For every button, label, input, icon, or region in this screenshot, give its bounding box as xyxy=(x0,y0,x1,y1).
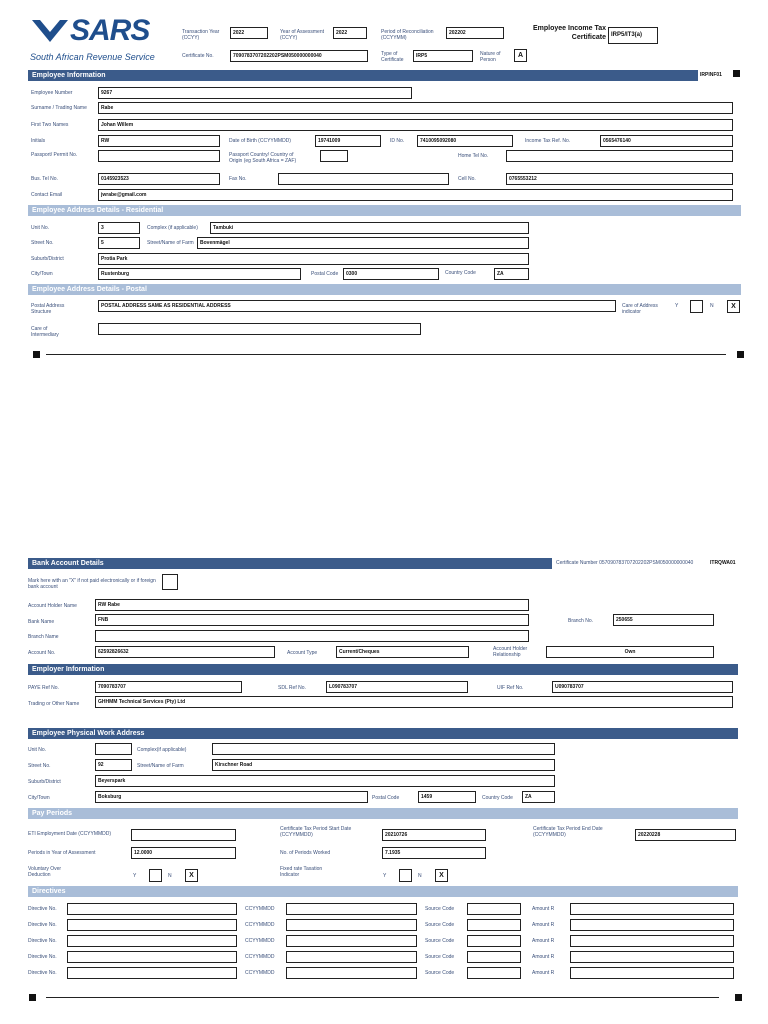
dob-label: Date of Birth (CCYYMMDD) xyxy=(229,138,291,144)
uif-field[interactable]: U090783707 xyxy=(552,681,733,693)
work-street-no-label: Street No. xyxy=(28,763,51,769)
fax-field[interactable] xyxy=(278,173,449,185)
work-city-field[interactable]: Boksburg xyxy=(95,791,368,803)
directive-no-label: Directive No. xyxy=(28,906,57,912)
period-of-reconciliation-field[interactable]: 202202 xyxy=(446,27,504,39)
source-code-label: Source Code xyxy=(425,906,455,912)
postal-structure-field[interactable]: POSTAL ADDRESS SAME AS RESIDENTIAL ADDRESS xyxy=(98,300,616,312)
res-unit-label: Unit No. xyxy=(31,225,50,231)
pay-periods-header: Pay Periods xyxy=(28,808,738,819)
work-suburb-field[interactable]: Beyerspark xyxy=(95,775,555,787)
amount-field[interactable] xyxy=(570,967,734,979)
branch-name-label: Branch Name xyxy=(28,634,59,640)
res-city-field[interactable]: Rustenburg xyxy=(98,268,301,280)
page-divider-bottom xyxy=(46,997,719,998)
work-country-code-label: Country Code xyxy=(482,795,513,801)
amount-field[interactable] xyxy=(570,903,734,915)
year-of-assessment-label: Year of Assessment (CCYY) xyxy=(280,29,325,41)
page-marker-left-bottom xyxy=(29,994,36,1001)
periods-year-field[interactable]: 12.0000 xyxy=(131,847,236,859)
work-complex-field[interactable] xyxy=(212,743,555,755)
period-end-field[interactable]: 20220228 xyxy=(635,829,736,841)
income-tax-ref-label: Income Tax Ref. No. xyxy=(525,138,571,144)
amount-field[interactable] xyxy=(570,935,734,947)
fixed-rate-label: Fixed rate Taxation Indicator xyxy=(280,866,323,878)
uif-label: UIF Ref No. xyxy=(497,685,524,691)
period-of-reconciliation-label: Period of Reconciliation (CCYYMM) xyxy=(381,29,434,41)
work-postal-code-label: Postal Code xyxy=(372,795,400,801)
dob-field[interactable]: 19741009 xyxy=(315,135,381,147)
directive-row xyxy=(0,935,768,948)
bank-details-header: Bank Account Details xyxy=(28,558,552,569)
page-divider xyxy=(46,354,726,355)
residential-address-header: Employee Address Details - Residential xyxy=(28,205,741,216)
trading-name-label: Trading or Other Name xyxy=(28,701,80,707)
fixed-rate-y-label: Y xyxy=(383,873,387,879)
directive-date-label: CCYYMMDD xyxy=(245,922,275,928)
account-no-label: Account No. xyxy=(28,650,56,656)
initials-label: Initials xyxy=(31,138,46,144)
email-label: Contact Email xyxy=(31,192,63,198)
work-postal-code-field[interactable]: 1459 xyxy=(418,791,476,803)
certificate-no-label: Certificate No. xyxy=(182,53,214,59)
directive-no-label: Directive No. xyxy=(28,938,57,944)
passport-label: Passport/ Permit No. xyxy=(31,152,78,158)
foreign-account-label: Mark here with an "X" if not paid electronically or if foreign bank account xyxy=(28,578,156,590)
voluntary-y-label: Y xyxy=(133,873,137,879)
sdl-label: SDL Ref No. xyxy=(278,685,306,691)
res-street-name-label: Street/Name of Farm xyxy=(147,240,194,246)
amount-field[interactable] xyxy=(570,919,734,931)
surname-field[interactable]: Rabe xyxy=(98,102,733,114)
transaction-year-field[interactable]: 2022 xyxy=(230,27,268,39)
employee-number-field[interactable]: 9267 xyxy=(98,87,412,99)
paye-field[interactable]: 7090783707 xyxy=(95,681,242,693)
id-no-field[interactable]: 7410095092080 xyxy=(417,135,513,147)
res-city-label: City/Town xyxy=(31,271,53,277)
cert-type-code: IRP5/IT3(a) xyxy=(608,27,658,44)
postal-address-header: Employee Address Details - Postal xyxy=(28,284,741,295)
voluntary-n-label: N xyxy=(168,873,172,879)
certificate-no-field[interactable]: 7090783707202202PSM050000000040 xyxy=(230,50,368,62)
directive-date-label: CCYYMMDD xyxy=(245,938,275,944)
bank-name-label: Bank Name xyxy=(28,619,55,625)
email-field[interactable]: jwrabe@gmail.com xyxy=(98,189,733,201)
income-tax-ref-field[interactable]: 0565476140 xyxy=(600,135,733,147)
care-of-intermediary-label: Care of Intermediary xyxy=(31,326,59,338)
cell-label: Cell No. xyxy=(458,176,476,182)
res-street-no-field[interactable]: 5 xyxy=(98,237,140,249)
directive-no-field[interactable] xyxy=(67,951,237,963)
corner-marker xyxy=(733,70,740,77)
source-code-label: Source Code xyxy=(425,970,455,976)
page-marker-right xyxy=(737,351,744,358)
cell-field[interactable]: 0765553212 xyxy=(506,173,733,185)
res-country-code-field[interactable]: ZA xyxy=(494,268,529,280)
directive-no-field[interactable] xyxy=(67,919,237,931)
logo-subtitle: South African Revenue Service xyxy=(30,52,155,62)
directive-no-label: Directive No. xyxy=(28,954,57,960)
work-country-code-field[interactable]: ZA xyxy=(522,791,555,803)
year-of-assessment-field[interactable]: 2022 xyxy=(333,27,367,39)
source-code-field[interactable] xyxy=(467,935,521,947)
transaction-year-label: Transaction Year (CCYY) xyxy=(182,29,220,41)
periods-worked-label: No. of Periods Worked xyxy=(280,850,331,856)
sars-logo-icon xyxy=(30,16,70,46)
work-street-name-field[interactable]: Kirschner Road xyxy=(212,759,555,771)
period-start-label: Certificate Tax Period Start Date (CCYYMMDD) xyxy=(280,826,352,838)
bank-name-field[interactable]: FNB xyxy=(95,614,529,626)
relationship-label: Account Holder Relationship xyxy=(493,646,528,658)
directive-no-label: Directive No. xyxy=(28,922,57,928)
passport-country-label: Passport Country/ Country of Origin (eg South Africa = ZAF) xyxy=(229,152,297,164)
directive-no-label: Directive No. xyxy=(28,970,57,976)
branch-name-field[interactable] xyxy=(95,630,529,642)
work-unit-label: Unit No. xyxy=(28,747,47,753)
period-start-field[interactable]: 20210726 xyxy=(382,829,486,841)
page-marker-left xyxy=(33,351,40,358)
work-street-name-label: Street/Name of Farm xyxy=(137,763,184,769)
employer-info-header: Employer Information xyxy=(28,664,738,675)
work-city-label: City/Town xyxy=(28,795,50,801)
eti-date-field[interactable] xyxy=(131,829,236,841)
periods-year-label: Periods in Year of Assessment xyxy=(28,850,96,856)
first-names-label: First Two Names xyxy=(31,122,69,128)
source-code-field[interactable] xyxy=(467,919,521,931)
account-type-label: Account Type xyxy=(287,650,318,656)
paye-label: PAYE Ref No. xyxy=(28,685,59,691)
work-street-no-field[interactable]: 92 xyxy=(95,759,132,771)
surname-label: Surname / Trading Name xyxy=(31,105,87,111)
source-code-label: Source Code xyxy=(425,938,455,944)
directive-date-field[interactable] xyxy=(286,935,417,947)
type-of-certificate-field[interactable]: IRP5 xyxy=(413,50,473,62)
res-postal-code-field[interactable]: 0300 xyxy=(343,268,439,280)
page-marker-right-bottom xyxy=(735,994,742,1001)
directive-row xyxy=(0,967,768,980)
amount-label: Amount R xyxy=(532,970,555,976)
branch-no-label: Branch No. xyxy=(568,618,594,624)
work-suburb-label: Suburb/District xyxy=(28,779,61,785)
home-tel-label: Home Tel No. xyxy=(458,153,489,159)
care-of-intermediary-field[interactable] xyxy=(98,323,421,335)
period-end-label: Certificate Tax Period End Date (CCYYMMDD) xyxy=(533,826,603,838)
logo-text: SARS xyxy=(70,14,150,47)
id-no-label: ID No. xyxy=(390,138,405,144)
voluntary-deduction-label: Voluntary Over Deduction xyxy=(28,866,62,878)
source-code-field[interactable] xyxy=(467,903,521,915)
amount-label: Amount R xyxy=(532,954,555,960)
source-code-field[interactable] xyxy=(467,967,521,979)
work-address-header: Employee Physical Work Address xyxy=(28,728,738,739)
directives-header: Directives xyxy=(28,886,738,897)
nature-of-person-field[interactable]: A xyxy=(514,49,527,62)
directive-date-field[interactable] xyxy=(286,919,417,931)
voluntary-n-checkbox[interactable]: X xyxy=(185,869,198,882)
account-holder-field[interactable]: RW Rabe xyxy=(95,599,529,611)
work-complex-label: Complex(if applicable) xyxy=(137,747,187,753)
bank-code: ITRQWA01 xyxy=(710,560,736,566)
initials-field[interactable]: RW xyxy=(98,135,220,147)
care-of-n-checkbox[interactable]: X xyxy=(727,300,740,313)
amount-label: Amount R xyxy=(532,906,555,912)
bus-tel-label: Bus. Tel No. xyxy=(31,176,58,182)
directive-date-field[interactable] xyxy=(286,903,417,915)
care-of-indicator-label: Care of Address indicator xyxy=(622,303,658,315)
branch-no-field[interactable]: 250655 xyxy=(613,614,714,626)
employee-info-header: Employee Information xyxy=(28,70,698,81)
res-suburb-label: Suburb/District xyxy=(31,256,64,262)
sars-logo xyxy=(30,14,170,64)
care-of-y-checkbox[interactable] xyxy=(690,300,703,313)
employee-info-code: IRPINF01 xyxy=(700,72,722,78)
bank-cert-number: Certificate Number 05709078370720220​2PSM050000000040 xyxy=(556,560,694,566)
source-code-field[interactable] xyxy=(467,951,521,963)
care-of-y-label: Y xyxy=(675,303,679,309)
res-street-no-label: Street No. xyxy=(31,240,54,246)
relationship-field[interactable]: Own xyxy=(546,646,714,658)
eti-date-label: ETI Employment Date (CCYYMMDD) xyxy=(28,831,112,837)
directive-row xyxy=(0,919,768,932)
bus-tel-field[interactable]: 0145923523 xyxy=(98,173,220,185)
res-complex-field[interactable]: Tambuki xyxy=(210,222,529,234)
fixed-rate-n-checkbox[interactable]: X xyxy=(435,869,448,882)
res-suburb-field[interactable]: Protia Park xyxy=(98,253,529,265)
voluntary-y-checkbox[interactable] xyxy=(149,869,162,882)
source-code-label: Source Code xyxy=(425,954,455,960)
fixed-rate-y-checkbox[interactable] xyxy=(399,869,412,882)
directive-no-field[interactable] xyxy=(67,967,237,979)
employee-number-label: Employee Number xyxy=(31,90,73,96)
first-names-field[interactable]: Johan Willem xyxy=(98,119,733,131)
source-code-label: Source Code xyxy=(425,922,455,928)
postal-structure-label: Postal Address Structure xyxy=(31,303,65,315)
care-of-n-label: N xyxy=(710,303,714,309)
amount-label: Amount R xyxy=(532,938,555,944)
type-of-certificate-label: Type of Certificate xyxy=(381,51,404,63)
amount-label: Amount R xyxy=(532,922,555,928)
directive-row xyxy=(0,951,768,964)
account-holder-label: Account Holder Name xyxy=(28,603,77,609)
res-postal-code-label: Postal Code xyxy=(311,271,339,277)
nature-of-person-label: Nature of Person xyxy=(480,51,501,63)
account-no-field[interactable]: 62592826632 xyxy=(95,646,275,658)
res-complex-label: Complex (if applicable) xyxy=(147,225,198,231)
work-unit-field[interactable] xyxy=(95,743,132,755)
home-tel-field[interactable] xyxy=(506,150,733,162)
directive-no-field[interactable] xyxy=(67,903,237,915)
passport-field[interactable] xyxy=(98,150,220,162)
foreign-account-checkbox[interactable] xyxy=(162,574,178,590)
sdl-field[interactable]: L090783707 xyxy=(326,681,468,693)
fixed-rate-n-label: N xyxy=(418,873,422,879)
directive-date-field[interactable] xyxy=(286,967,417,979)
directive-date-label: CCYYMMDD xyxy=(245,970,275,976)
periods-worked-field[interactable]: 7.1935 xyxy=(382,847,486,859)
directive-no-field[interactable] xyxy=(67,935,237,947)
directive-date-field[interactable] xyxy=(286,951,417,963)
res-country-code-label: Country Code xyxy=(445,270,476,276)
trading-name-field[interactable]: GHHMM Technical Services (Pty) Ltd xyxy=(95,696,733,708)
passport-country-field[interactable] xyxy=(320,150,348,162)
amount-field[interactable] xyxy=(570,951,734,963)
directive-row xyxy=(0,903,768,916)
res-street-name-field[interactable]: Bovenmägel xyxy=(197,237,529,249)
account-type-field[interactable]: Current/Cheques xyxy=(336,646,469,658)
res-unit-field[interactable]: 3 xyxy=(98,222,140,234)
fax-label: Fax No. xyxy=(229,176,247,182)
cert-title: Employee Income Tax Certificate xyxy=(532,25,606,41)
directive-date-label: CCYYMMDD xyxy=(245,906,275,912)
directive-date-label: CCYYMMDD xyxy=(245,954,275,960)
